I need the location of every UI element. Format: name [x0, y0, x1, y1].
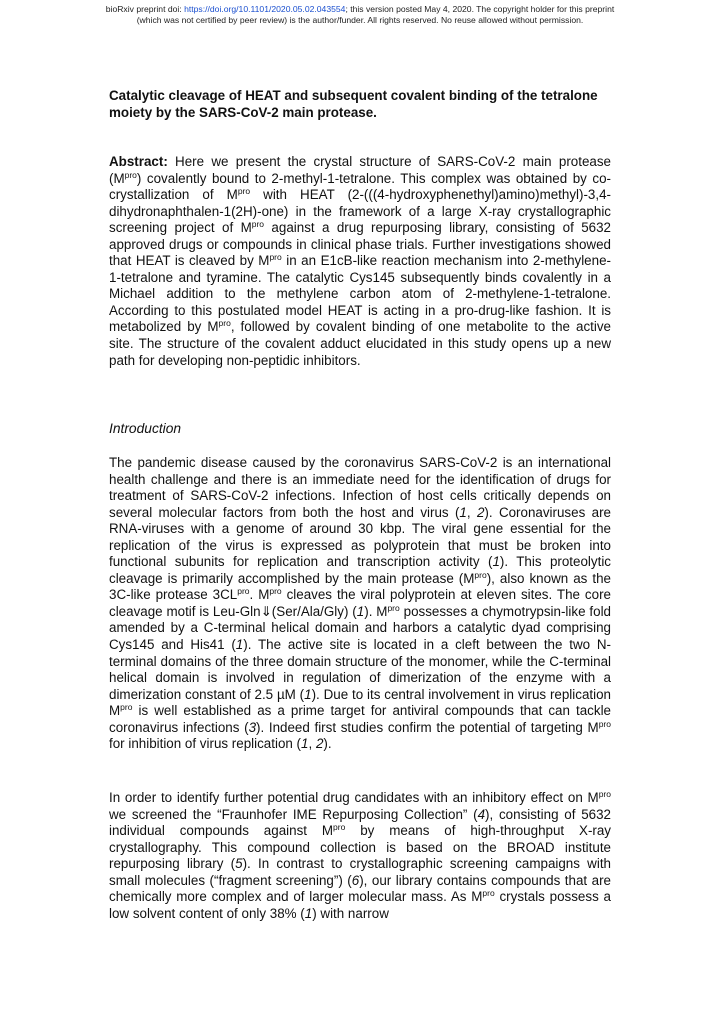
text-segment: ). Coronaviruses are RNA-viruses with a genome of around 30 kbp. The viral gene essential for the replication of the virus is expressed as polyprotein that must be broken into functional subunits for replication and transcription activity (: [109, 504, 611, 570]
superscript-pro: pro: [269, 586, 282, 597]
text-segment: ). This proteolytic cleavage is primarily accomplished by the main protease (M: [109, 554, 611, 586]
text-segment: ). The active site is located in a cleft between the two N-terminal domains of the three domain structure of the monomer, while the C-terminal helical domain is involved in regulation of dimerization of the enzyme with a dimerization constant of 2.5 µM (: [109, 637, 611, 702]
header-line-1: [0, 4, 720, 15]
superscript-pro: pro: [474, 569, 487, 580]
reference: 2: [476, 504, 485, 520]
text-segment: In order to identify further potential drug candidates with an inhibitory effect on M: [109, 790, 599, 805]
text-segment: (Ser/Ala/Gly) (: [271, 603, 357, 619]
text-segment: is well established as a prime target for antiviral compounds that can tackle coronavirus infections (: [109, 703, 611, 735]
paper-title: Catalytic cleavage of HEAT and subsequent covalent binding of the tetralone moiety by the SARS-CoV-2 main protease.: [109, 88, 598, 120]
text-segment: ). M: [364, 603, 388, 619]
text-segment: ), also known as the 3C-like protease 3CL: [109, 570, 611, 603]
header-line-2: (which was not certified by peer review) is the author/funder. All rights reserved. No reuse allowed without permission.: [136, 14, 584, 25]
reference: 4: [477, 806, 486, 822]
reference: 1: [301, 736, 309, 752]
text-segment: ). Due to its central involvement in virus replication M: [109, 686, 611, 719]
reference: 1: [492, 554, 500, 570]
reference: 1: [304, 905, 313, 921]
text-segment: . M: [249, 587, 270, 603]
text-segment: ). Indeed first studies confirm the potential of targeting M: [256, 719, 599, 735]
text-segment: against a drug repurposing library, consisting of 5632 approved drugs or compounds in clinical phase trials. Further investigations showed that HEAT is cleaved by M: [109, 220, 611, 269]
reference: 6: [351, 872, 360, 888]
abstract-paragraph: [109, 154, 611, 369]
superscript-pro: pro: [251, 219, 265, 230]
text-segment: ,: [308, 736, 316, 752]
superscript-pro: pro: [482, 888, 495, 899]
superscript-pro: pro: [124, 169, 137, 180]
text-segment: we screened the “Fraunhofer IME Repurposing Collection” (: [109, 806, 478, 822]
abstract-label: Abstract:: [109, 154, 168, 169]
superscript-pro: pro: [269, 252, 282, 263]
text-segment: Here we present the crystal structure of SARS-CoV-2 main protease (M: [109, 154, 611, 186]
superscript-pro: pro: [218, 318, 231, 329]
superscript-pro: pro: [237, 586, 250, 597]
text-segment: crystals possess a low solvent content of only 38% (: [109, 889, 611, 921]
preprint-header: [0, 4, 720, 25]
text-segment: ).: [323, 736, 332, 752]
text-segment: ; this version posted May 4, 2020. The copyright holder for this preprint: [345, 4, 615, 14]
reference: 1: [356, 603, 365, 619]
text-segment: ), consisting of 5632 individual compounds against M: [109, 806, 612, 839]
text-segment: by means of high-throughput X-ray crystallography. This compound collection is based on the BROAD institute repurposing library (: [109, 823, 612, 872]
superscript-pro: pro: [333, 822, 346, 833]
introduction-paragraph-1: [109, 455, 611, 753]
cleavage-arrow-icon: ⇓: [260, 603, 272, 619]
text-segment: possesses a chymotrypsin-like fold amended by a C-terminal helical domain and harbors a catalytic dyad comprising Cys145 and His41 (: [109, 603, 611, 653]
introduction-paragraph-2: [109, 790, 611, 922]
text-segment: The pandemic disease caused by the coronavirus SARS-CoV-2 is an international health challenge and there is an immediate need for the identification of drugs for treatment of SARS-CoV-2 infections. Infection of host cells critically depends on several molecular factors from both the host and virus (: [109, 455, 611, 520]
reference: 5: [235, 856, 243, 872]
text-segment: ) covalently bound to 2-methyl-1-tetralone. This complex was obtained by co-crystallization of M: [109, 170, 611, 203]
reference: 1: [459, 504, 467, 520]
reference: 1: [235, 637, 244, 653]
reference: 1: [304, 686, 312, 702]
text-segment: cleaves the viral polyprotein at eleven sites. The core cleavage motif is Leu-Gln: [109, 587, 611, 619]
text-segment: , followed by covalent binding of one metabolite to the active site. The structure of the covalent adduct elucidated in this study opens up a new path for developing non-peptidic inhibitors.: [109, 319, 611, 368]
text-segment: ), our library contains compounds that are chemically more complex and of larger molecular mass. As M: [109, 872, 611, 905]
text-segment: ) with narrow: [312, 905, 389, 921]
text-segment: ). In contrast to crystallographic screening campaigns with small molecules (“fragment screening”) (: [109, 856, 611, 888]
text-segment: in an E1cB-like reaction mechanism into 2-methylene-1-tetralone and tyramine. The catalytic Cys145 subsequently binds covalently in a Michael addition to the methylene carbon atom of 2-methylene-1-tetralone. According to this postulated model HEAT is acting in a pro-drug-like fashion. It is metabolized by M: [109, 253, 611, 335]
superscript-pro: pro: [237, 186, 251, 197]
text-segment: for inhibition of virus replication (: [109, 736, 302, 752]
section-heading-introduction: Introduction: [109, 421, 182, 436]
superscript-pro: pro: [387, 602, 400, 613]
doi-link[interactable]: https://doi.org/10.1101/2020.05.02.043554: [184, 4, 346, 14]
reference: 2: [315, 736, 324, 752]
superscript-pro: pro: [598, 718, 611, 729]
superscript-pro: pro: [598, 789, 611, 799]
text-segment: with HEAT (2-(((4-hydroxyphenethyl)amino)methyl)-3,4-dihydronaphthalen-1(2H)-one) in the framework of a large X-ray crystallographic screening project of M: [109, 187, 611, 236]
text-segment: ,: [466, 504, 477, 520]
superscript-pro: pro: [120, 702, 133, 713]
text-segment: bioRxiv preprint doi:: [105, 4, 185, 14]
reference: 3: [248, 719, 257, 735]
